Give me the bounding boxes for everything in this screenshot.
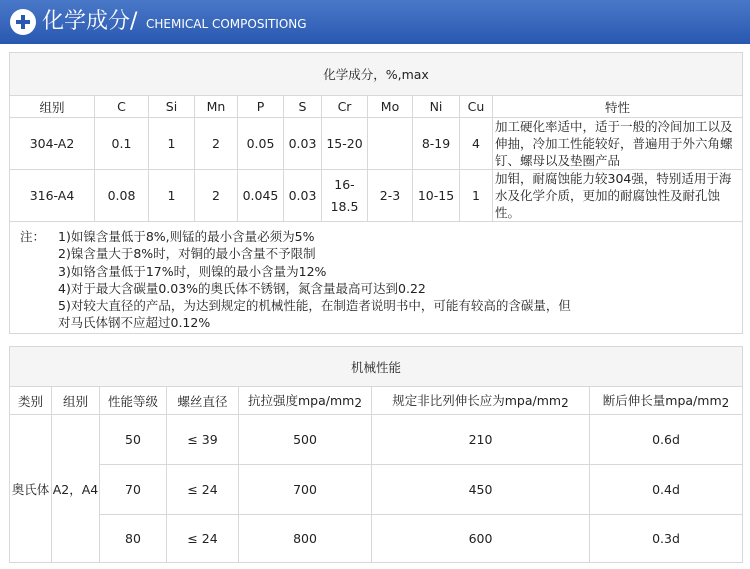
mech-cell: 50 [100, 415, 167, 465]
table-row [10, 465, 743, 515]
mech-cell: 0.4d [590, 465, 743, 515]
chem-cell: 0.03 [284, 118, 322, 170]
mechanical-properties-table [9, 346, 743, 563]
mech-cell: 80 [100, 515, 167, 563]
chem-header: Ni [413, 96, 460, 118]
chem-property-cell: 加钼，耐腐蚀能力较304强，特别适用于海水及化学介质，更加的耐腐蚀性及耐孔蚀性。 [493, 170, 743, 222]
note-line: 1)如镍含量低于8%,则锰的最小含量必须为5% [58, 229, 315, 244]
mech-header: 规定非比列伸长应为mpa/$mm_2$ [372, 387, 590, 415]
chem-cell: 2 [195, 170, 238, 222]
chem-header: Mn [195, 96, 238, 118]
table-row [10, 515, 743, 563]
mech-cell: ≤ 24 [167, 515, 239, 563]
mech-cell: 450 [372, 465, 590, 515]
chem-cell: 0.08 [95, 170, 149, 222]
header-title-en: CHEMICAL COMPOSITIONG [146, 17, 307, 31]
mech-header: 螺丝直径 [167, 387, 239, 415]
chem-cell: 8-19 [413, 118, 460, 170]
unit-subscript: 2 [354, 396, 362, 410]
mech-header: 性能等级 [100, 387, 167, 415]
chem-header: P [238, 96, 284, 118]
notes-label: 注： [20, 229, 46, 244]
chem-cell: 2 [195, 118, 238, 170]
chem-property-cell: 加工硬化率适中，适于一般的冷间加工以及伸抽，冷加工性能较好，普遍用于外六角螺钉、螺母以及垫圈产品 [493, 118, 743, 170]
chem-header: Cu [460, 96, 493, 118]
mech-cell: 0.3d [590, 515, 743, 563]
chem-cell: 304-A2 [10, 118, 95, 170]
chem-cell: 16-18.5 [322, 170, 368, 222]
note-line: 对马氏体钢不应超过0.12% [58, 315, 211, 331]
mech-cell: 70 [100, 465, 167, 515]
table-row [10, 170, 743, 222]
chem-cell: 1 [460, 170, 493, 222]
section-header [0, 0, 750, 44]
mech-category-cell: 奥氏体 [10, 415, 52, 563]
chem-header: 特性 [493, 96, 743, 118]
chem-header: Si [149, 96, 195, 118]
chem-cell: 10-15 [413, 170, 460, 222]
mech-cell: 700 [239, 465, 372, 515]
mech-cell: 500 [239, 415, 372, 465]
chem-cell: 1 [149, 118, 195, 170]
chem-cell: 0.03 [284, 170, 322, 222]
chem-table-title: 化学成分，%,max [10, 53, 743, 96]
mech-header: 抗拉强度mpa/$mm_2$ [239, 387, 372, 415]
chem-header: Cr [322, 96, 368, 118]
chem-cell: 4 [460, 118, 493, 170]
chem-header: 组别 [10, 96, 95, 118]
plus-circle-icon [10, 9, 36, 35]
mech-cell: ≤ 24 [167, 465, 239, 515]
mech-cell: ≤ 39 [167, 415, 239, 465]
mech-cell: 600 [372, 515, 590, 563]
chem-cell: 0.05 [238, 118, 284, 170]
mech-cell: 0.6d [590, 415, 743, 465]
header-title-cn: 化学成分/ [42, 9, 138, 34]
chem-header: S [284, 96, 322, 118]
note-line: 4)对于最大含碳量0.03%的奥氏体不锈钢，氮含量最高可达到0.22 [58, 280, 426, 296]
mech-cell: 210 [372, 415, 590, 465]
chem-cell [368, 118, 413, 170]
unit-subscript: 2 [561, 396, 569, 410]
mech-header: 类别 [10, 387, 52, 415]
chem-cell: 0.1 [95, 118, 149, 170]
chem-cell: 0.045 [238, 170, 284, 222]
chem-cell: 15-20 [322, 118, 368, 170]
table-row [10, 118, 743, 170]
mech-group-cell: A2，A4 [52, 415, 100, 563]
mech-cell: 800 [239, 515, 372, 563]
note-line: 5)对较大直径的产品，为达到规定的机械性能，在制造者说明书中，可能有较高的含碳量，但 [58, 298, 571, 314]
unit-subscript: 2 [721, 396, 730, 410]
mech-table-title: 机械性能 [10, 347, 743, 387]
mech-header: 组别 [52, 387, 100, 415]
chem-notes [10, 222, 743, 334]
chem-header: C [95, 96, 149, 118]
table-row [10, 415, 743, 465]
chem-cell: 1 [149, 170, 195, 222]
note-line: 2)镍含量大于8%时，对铜的最小含量不予限制 [58, 246, 316, 262]
chem-cell: 316-A4 [10, 170, 95, 222]
mech-header: 断后伸长量mpa/$mm_2$ [590, 387, 743, 415]
chem-cell: 2-3 [368, 170, 413, 222]
chemical-composition-table [9, 52, 743, 334]
note-line: 3)如铬含量低于17%时，则镍的最小含量为12% [58, 263, 327, 279]
chem-header: Mo [368, 96, 413, 118]
